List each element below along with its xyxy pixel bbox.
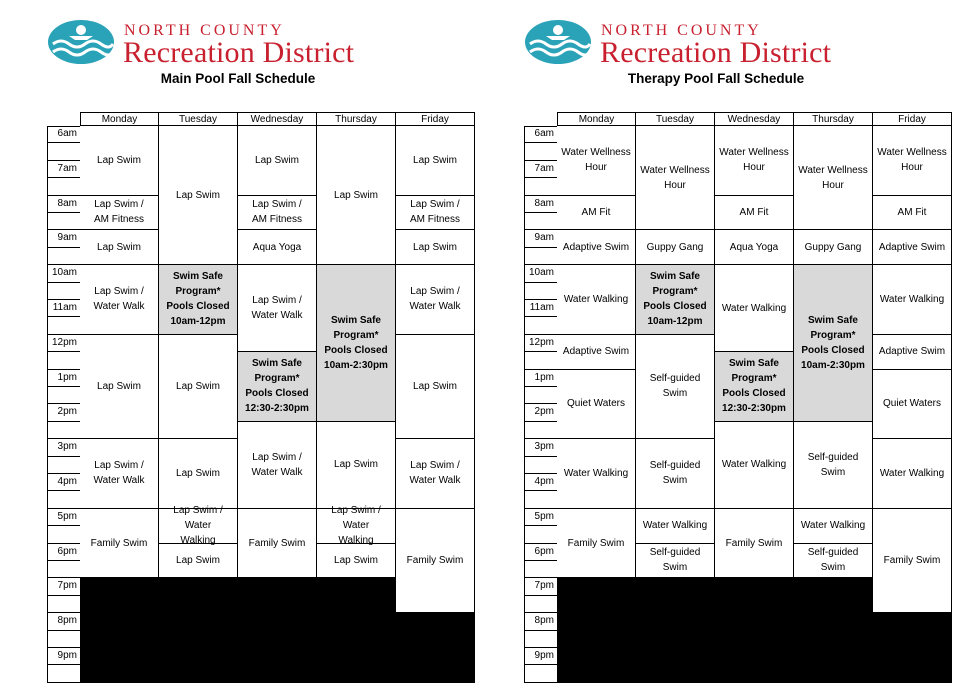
district-logo xyxy=(47,18,387,70)
activity-cell xyxy=(238,509,317,579)
closed-block xyxy=(794,578,873,682)
activity-label: Water Wellness Hour xyxy=(798,164,868,191)
activity-cell xyxy=(873,439,952,509)
time-slot xyxy=(524,317,557,334)
activity-cell xyxy=(715,265,794,352)
day-header: Friday xyxy=(873,112,952,126)
logo-top-text: NORTH COUNTY xyxy=(601,22,762,39)
time-slot xyxy=(47,561,80,578)
activity-label: Guppy Gang xyxy=(646,241,704,253)
activity-label: Lap Swim xyxy=(255,154,299,166)
time-slot xyxy=(47,491,80,508)
activity-cell xyxy=(794,126,873,230)
time-slot xyxy=(47,283,80,300)
activity-label: AM Fit xyxy=(897,206,927,218)
activity-cell xyxy=(636,265,715,335)
activity-label: Lap Swim / AM Fitness xyxy=(251,199,302,226)
activity-cell xyxy=(636,544,715,579)
activity-cell xyxy=(636,230,715,265)
activity-cell xyxy=(636,126,715,230)
time-slot xyxy=(524,631,557,648)
time-label: 1pm xyxy=(57,371,77,383)
time-label: 6am xyxy=(57,128,77,139)
activity-label: Lap Swim xyxy=(176,554,220,566)
activity-cell xyxy=(396,230,475,265)
time-label: 6pm xyxy=(534,545,554,557)
day-header: Monday xyxy=(80,112,159,126)
activity-label: Family Swim xyxy=(883,554,941,566)
time-label: 10am xyxy=(528,267,554,279)
time-slot xyxy=(524,387,557,404)
time-slot xyxy=(47,596,80,613)
activity-label: Lap Swim / Water Walk xyxy=(251,295,303,322)
main-pool-panel xyxy=(47,0,477,689)
activity-label: Water Wellness Hour xyxy=(561,147,631,174)
activity-label: Aqua Yoga xyxy=(729,241,779,253)
activity-label: Aqua Yoga xyxy=(252,241,302,253)
activity-label: Lap Swim / Water Walking xyxy=(173,505,223,547)
activity-cell xyxy=(238,422,317,509)
activity-cell xyxy=(80,230,159,265)
logo-main-text: Recreation District xyxy=(600,36,832,69)
activity-cell xyxy=(557,509,636,579)
day-header: Wednesday xyxy=(715,112,794,126)
closed-block xyxy=(715,578,794,682)
activity-label: Water Walking xyxy=(879,293,945,305)
day-header: Thursday xyxy=(317,112,396,126)
activity-cell xyxy=(238,352,317,422)
activity-label: Family Swim xyxy=(248,537,306,549)
time-label: 1pm xyxy=(534,371,554,383)
activity-label: Self-guided Swim xyxy=(807,451,859,478)
time-slot xyxy=(47,143,80,160)
activity-label: Lap Swim / Water Walk xyxy=(93,286,145,313)
activity-label: Water Walking xyxy=(563,467,629,479)
activity-cell xyxy=(873,509,952,613)
time-label: 6am xyxy=(534,128,554,139)
time-slot xyxy=(47,422,80,439)
activity-cell xyxy=(80,335,159,439)
activity-label: Swim Safe Program* Pools Closed 10am-2:30pm xyxy=(801,314,865,371)
activity-label: Lap Swim xyxy=(97,241,141,253)
activity-cell xyxy=(557,126,636,196)
time-slot xyxy=(47,631,80,648)
activity-label: Swim Safe Program* Pools Closed 12:30-2:30pm xyxy=(245,358,309,415)
activity-label: Family Swim xyxy=(406,554,464,566)
day-header: Monday xyxy=(557,112,636,126)
activity-label: Lap Swim xyxy=(334,459,378,471)
activity-cell xyxy=(873,265,952,335)
activity-label: Lap Swim / AM Fitness xyxy=(409,199,460,226)
activity-label: Adaptive Swim xyxy=(562,346,630,358)
activity-label: Self-guided Swim xyxy=(649,547,701,574)
time-label: 2pm xyxy=(57,406,77,418)
activity-label: Water Walking xyxy=(642,520,708,532)
time-slot xyxy=(524,143,557,160)
activity-cell xyxy=(557,335,636,370)
time-slot xyxy=(47,317,80,334)
time-slot xyxy=(524,248,557,265)
time-slot xyxy=(47,352,80,369)
activity-label: Self-guided Swim xyxy=(649,373,701,400)
activity-cell xyxy=(317,544,396,579)
time-label: 8am xyxy=(57,197,77,209)
time-slot xyxy=(47,178,80,195)
time-label: 4pm xyxy=(57,476,77,487)
time-label: 9pm xyxy=(57,650,77,661)
time-label: 3pm xyxy=(534,441,554,453)
time-label: 12pm xyxy=(528,336,554,348)
schedule-title: Main Pool Fall Schedule xyxy=(160,71,316,86)
activity-cell xyxy=(80,265,159,335)
activity-label: AM Fit xyxy=(581,206,611,218)
activity-label: Lap Swim / AM Fitness xyxy=(93,199,144,226)
time-label: 5pm xyxy=(57,510,77,522)
activity-label: Lap Swim xyxy=(334,189,378,201)
activity-cell xyxy=(159,265,238,335)
time-label: 8pm xyxy=(534,615,554,627)
activity-label: Quiet Waters xyxy=(567,398,625,410)
time-slot xyxy=(524,422,557,439)
activity-cell xyxy=(636,335,715,439)
activity-cell xyxy=(238,126,317,196)
time-slot xyxy=(524,526,557,543)
activity-label: Family Swim xyxy=(90,537,148,549)
day-header: Friday xyxy=(396,112,475,126)
time-slot xyxy=(524,491,557,508)
activity-label: Swim Safe Program* Pools Closed 10am-12pm xyxy=(643,271,707,328)
activity-cell xyxy=(80,126,159,196)
time-label: 7am xyxy=(57,162,77,174)
time-label: 9am xyxy=(534,232,554,244)
activity-cell xyxy=(159,335,238,439)
day-header: Wednesday xyxy=(238,112,317,126)
day-header: Tuesday xyxy=(159,112,238,126)
activity-cell xyxy=(159,439,238,509)
activity-label: Lap Swim / Water Walking xyxy=(331,505,381,547)
activity-label: Water Wellness Hour xyxy=(640,164,710,191)
activity-cell xyxy=(873,370,952,440)
activity-cell xyxy=(557,439,636,509)
closed-block xyxy=(636,578,715,682)
time-slot xyxy=(524,178,557,195)
therapy-pool-panel xyxy=(524,0,954,689)
activity-cell xyxy=(794,422,873,509)
activity-cell xyxy=(396,335,475,439)
time-label: 6pm xyxy=(57,545,77,557)
activity-cell xyxy=(396,509,475,613)
closed-block xyxy=(80,578,159,682)
activity-label: Lap Swim xyxy=(176,189,220,201)
time-slot xyxy=(524,596,557,613)
activity-label: Swim Safe Program* Pools Closed 10am-2:30pm xyxy=(324,314,388,371)
activity-label: Lap Swim xyxy=(176,380,220,392)
activity-cell xyxy=(396,439,475,509)
activity-label: Swim Safe Program* Pools Closed 12:30-2:30pm xyxy=(722,358,786,415)
activity-cell xyxy=(715,422,794,509)
activity-label: Lap Swim xyxy=(413,154,457,166)
time-label: 8am xyxy=(534,197,554,209)
activity-cell xyxy=(159,544,238,579)
time-slot xyxy=(47,213,80,230)
activity-label: Lap Swim / Water Walk xyxy=(93,460,145,487)
district-logo xyxy=(524,18,864,70)
activity-cell xyxy=(80,196,159,231)
activity-cell xyxy=(636,509,715,544)
footnote: * No Public Acess During Swim Safe Program, Pools currently closed on the weekends xyxy=(560,671,926,682)
logo-main-text: Recreation District xyxy=(123,36,355,69)
closed-block xyxy=(238,578,317,682)
activity-cell xyxy=(317,422,396,509)
activity-label: Lap Swim xyxy=(176,467,220,479)
activity-cell xyxy=(396,196,475,231)
activity-cell xyxy=(715,352,794,422)
logo-top-text: NORTH COUNTY xyxy=(124,22,285,39)
swimmer-logo-icon xyxy=(524,18,592,66)
time-label: 4pm xyxy=(534,476,554,487)
activity-cell xyxy=(794,265,873,422)
activity-cell xyxy=(794,509,873,544)
day-header: Tuesday xyxy=(636,112,715,126)
activity-cell xyxy=(80,439,159,509)
activity-cell xyxy=(794,230,873,265)
time-label: 10am xyxy=(51,267,77,279)
activity-cell xyxy=(396,265,475,335)
activity-cell xyxy=(238,230,317,265)
time-slot xyxy=(524,352,557,369)
activity-label: AM Fit xyxy=(739,206,769,218)
activity-label: Family Swim xyxy=(725,537,783,549)
activity-label: Water Wellness Hour xyxy=(719,147,789,174)
activity-label: Water Wellness Hour xyxy=(877,147,947,174)
time-label: 8pm xyxy=(57,615,77,627)
activity-label: Lap Swim xyxy=(97,154,141,166)
activity-label: Lap Swim / Water Walk xyxy=(251,451,303,478)
time-slot xyxy=(47,387,80,404)
schedule-grid xyxy=(47,112,477,668)
activity-cell xyxy=(715,509,794,579)
activity-cell xyxy=(238,196,317,231)
activity-label: Adaptive Swim xyxy=(878,241,946,253)
activity-cell xyxy=(873,230,952,265)
closed-block xyxy=(317,578,396,682)
day-header: Thursday xyxy=(794,112,873,126)
activity-label: Lap Swim / Water Walk xyxy=(409,286,461,313)
activity-label: Water Walking xyxy=(563,293,629,305)
activity-cell xyxy=(873,196,952,231)
activity-cell xyxy=(873,335,952,370)
activity-label: Water Walking xyxy=(879,467,945,479)
time-label: 11am xyxy=(529,302,554,313)
activity-cell xyxy=(636,439,715,509)
activity-label: Lap Swim xyxy=(413,241,457,253)
activity-cell xyxy=(557,196,636,231)
time-label: 7am xyxy=(534,162,554,174)
activity-label: Lap Swim / Water Walk xyxy=(409,460,461,487)
activity-cell xyxy=(80,509,159,579)
time-label: 9am xyxy=(57,232,77,244)
activity-cell xyxy=(159,505,238,547)
time-label: 9pm xyxy=(534,650,554,661)
activity-cell xyxy=(557,230,636,265)
time-slot xyxy=(47,665,80,682)
activity-label: Lap Swim xyxy=(334,554,378,566)
activity-label: Lap Swim xyxy=(97,380,141,392)
time-label: 7pm xyxy=(534,580,554,592)
schedule-grid xyxy=(524,112,954,668)
time-slot xyxy=(524,213,557,230)
activity-cell xyxy=(873,126,952,196)
time-slot xyxy=(47,526,80,543)
closed-block xyxy=(557,578,636,682)
activity-label: Adaptive Swim xyxy=(562,241,630,253)
activity-cell xyxy=(317,126,396,265)
activity-label: Self-guided Swim xyxy=(649,460,701,487)
activity-label: Adaptive Swim xyxy=(878,346,946,358)
activity-label: Water Walking xyxy=(721,302,787,314)
activity-cell xyxy=(396,126,475,196)
activity-cell xyxy=(317,505,396,547)
activity-cell xyxy=(238,265,317,352)
time-label: 2pm xyxy=(534,406,554,418)
closed-block xyxy=(159,578,238,682)
time-slot xyxy=(524,665,557,682)
activity-cell xyxy=(557,370,636,440)
time-label: 12pm xyxy=(51,336,77,348)
activity-cell xyxy=(715,126,794,196)
activity-cell xyxy=(794,544,873,579)
activity-cell xyxy=(557,265,636,335)
activity-cell xyxy=(317,265,396,422)
activity-label: Water Walking xyxy=(721,459,787,471)
schedule-title: Therapy Pool Fall Schedule xyxy=(627,71,805,86)
time-slot xyxy=(524,561,557,578)
time-slot xyxy=(524,457,557,474)
time-slot xyxy=(524,283,557,300)
activity-label: Quiet Waters xyxy=(883,398,941,410)
activity-label: Guppy Gang xyxy=(804,241,862,253)
time-label: 5pm xyxy=(534,510,554,522)
time-slot xyxy=(47,457,80,474)
time-label: 11am xyxy=(52,302,77,313)
swimmer-logo-icon xyxy=(47,18,115,66)
footnote: * No Public Acess During Swim Safe Program, Pools currently closed on the weekends xyxy=(83,671,449,682)
activity-cell xyxy=(715,230,794,265)
time-label: 3pm xyxy=(57,441,77,453)
activity-cell xyxy=(159,126,238,265)
activity-cell xyxy=(715,196,794,231)
time-label: 7pm xyxy=(57,580,77,592)
activity-label: Swim Safe Program* Pools Closed 10am-12pm xyxy=(166,271,230,328)
activity-label: Lap Swim xyxy=(413,380,457,392)
activity-label: Self-guided Swim xyxy=(807,547,859,574)
activity-label: Family Swim xyxy=(567,537,625,549)
time-slot xyxy=(47,248,80,265)
activity-label: Water Walking xyxy=(800,520,866,532)
